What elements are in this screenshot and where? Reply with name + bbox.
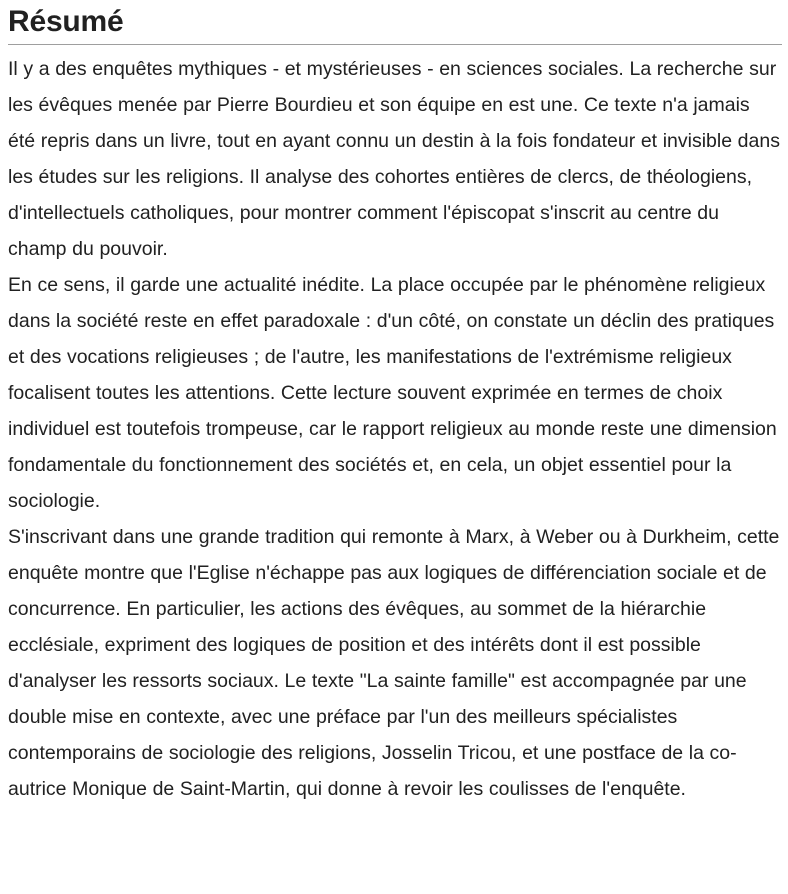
section-heading: Résumé <box>8 5 124 38</box>
paragraph: En ce sens, il garde une actualité inédite. La place occupée par le phénomène religieux dans la société reste en effet paradoxale : d'un côté, on constate un déclin des pratiques et des vocations religieuses ; de l'autre, les manifestations de l'extrémisme religieux focalisent toutes les attentions. Cette lecture souvent exprimée en termes de choix individuel est toutefois trompeuse, car le rapport religieux au monde reste une dimension fondamentale du fonctionnement des sociétés et, en cela, un objet essentiel pour la sociologie. <box>8 274 777 512</box>
heading-divider <box>8 44 782 45</box>
resume-body <box>8 51 782 807</box>
paragraph: Il y a des enquêtes mythiques - et mystérieuses - en sciences sociales. La recherche sur les évêques menée par Pierre Bourdieu et son équipe en est une. Ce texte n'a jamais été repris dans un livre, tout en ayant connu un destin à la fois fondateur et invisible dans les études sur les religions. Il analyse des cohortes entières de clercs, de théologiens, d'intellectuels catholiques, pour montrer comment l'épiscopat s'inscrit au centre du champ du pouvoir. <box>8 58 780 260</box>
paragraph: S'inscrivant dans une grande tradition qui remonte à Marx, à Weber ou à Durkheim, cette enquête montre que l'Eglise n'échappe pas aux logiques de différenciation sociale et de concurrence. En particulier, les actions des évêques, au sommet de la hiérarchie ecclésiale, expriment des logiques de position et des intérêts dont il est possible d'analyser les ressorts sociaux. Le texte "La sainte famille" est accompagnée par une double mise en contexte, avec une préface par l'un des meilleurs spécialistes contemporains de sociologie des religions, Josselin Tricou, et une postface de la co-autrice Monique de Saint-Martin, qui donne à revoir les coulisses de l'enquête. <box>8 526 780 800</box>
